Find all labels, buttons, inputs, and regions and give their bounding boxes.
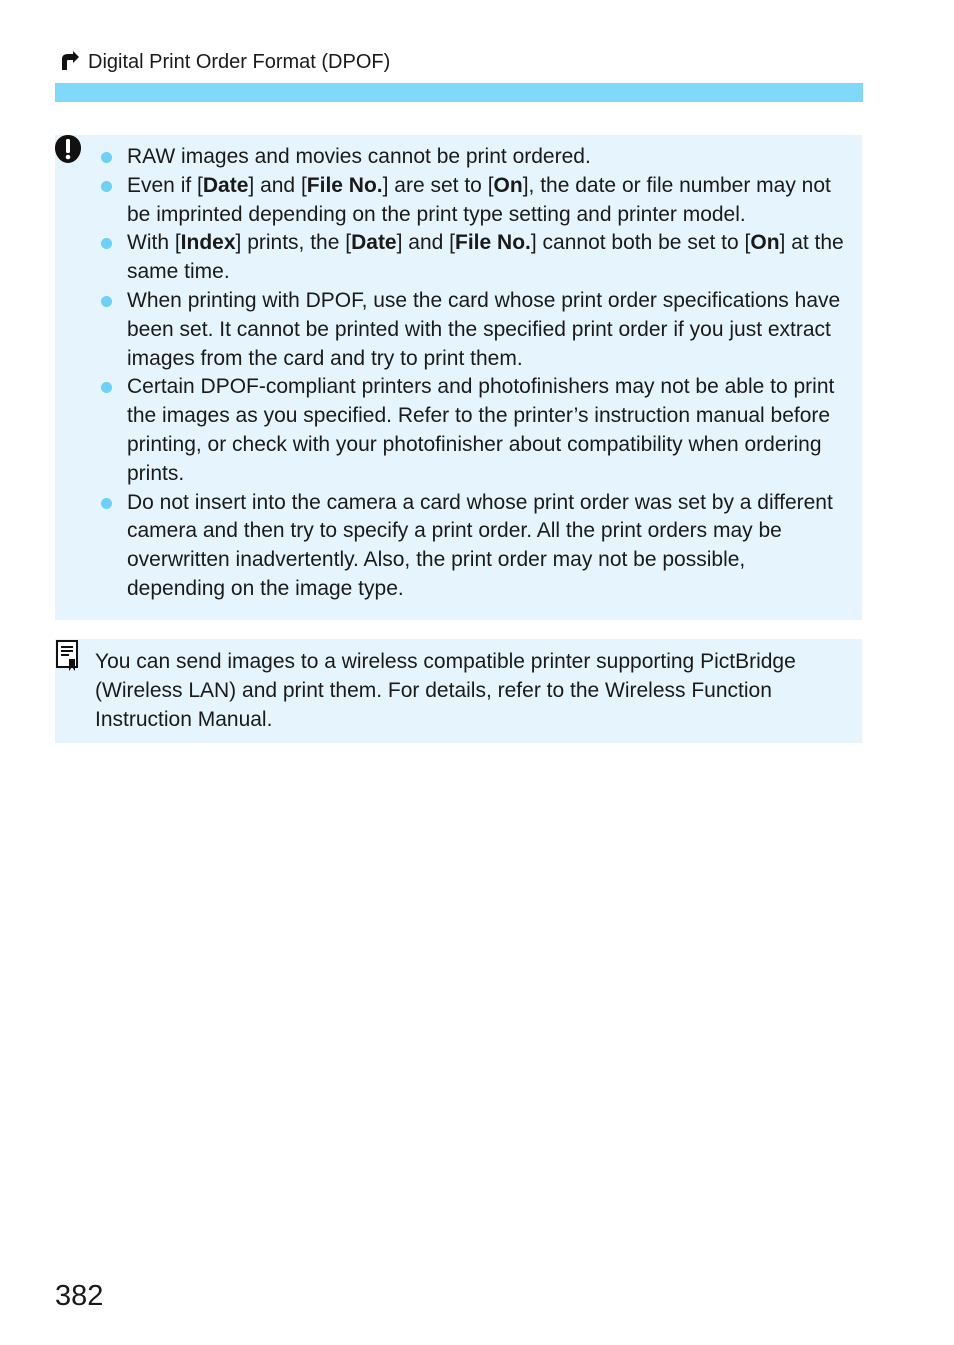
- bullet-dot: [101, 181, 112, 192]
- caution-exclamation-icon: [53, 133, 83, 165]
- setting-name: File No.: [306, 173, 383, 197]
- page-header: [57, 49, 390, 75]
- bullet-dot: [101, 382, 112, 393]
- memo-note-icon: [55, 640, 81, 672]
- note-box: [55, 639, 862, 743]
- print-arrow-icon: [57, 50, 81, 74]
- caution-text: Even if [: [127, 173, 203, 197]
- caution-item: [99, 172, 849, 230]
- caution-text: ] cannot both be set to [: [530, 231, 751, 255]
- caution-text: Certain DPOF-compliant printers and photofinishers may not be able to print the images as you specified. Refer to the printer’s instruction manual before printing, or check with your photofinisher about compatibility when ordering prints.: [127, 375, 835, 485]
- note-text: You can send images to a wireless compatible printer supporting PictBridge (Wireless LAN) and print them. For details, refer to the Wireless Function Instruction Manual.: [95, 650, 796, 731]
- caution-text: ], the date or file number may not be imprinted depending on the print type setting and printer model.: [127, 173, 831, 226]
- caution-text: With [: [127, 231, 181, 255]
- bullet-dot: [101, 498, 112, 509]
- caution-item: [99, 229, 849, 287]
- caution-item: [99, 143, 849, 172]
- section-title: Digital Print Order Format (DPOF): [88, 50, 391, 73]
- caution-list: [99, 143, 849, 604]
- setting-name: Date: [351, 231, 397, 255]
- caution-item: [99, 287, 849, 373]
- caution-text: ] are set to [: [382, 173, 494, 197]
- caution-text: RAW images and movies cannot be print ordered.: [127, 145, 591, 168]
- caution-text: When printing with DPOF, use the card whose print order specifications have been set. It cannot be printed with the specified print order if you just extract images from the card and try to print them.: [127, 288, 841, 370]
- setting-name: File No.: [455, 231, 531, 255]
- bullet-dot: [101, 238, 112, 249]
- caution-text: ] at the same time.: [127, 231, 844, 284]
- bullet-dot: [101, 152, 112, 163]
- setting-name: On: [493, 173, 523, 197]
- caution-box: [55, 135, 862, 620]
- header-color-bar: [55, 83, 863, 102]
- setting-name: Index: [180, 231, 236, 255]
- setting-name: On: [750, 231, 780, 255]
- caution-text: ] and [: [396, 231, 456, 255]
- setting-name: Date: [202, 173, 249, 197]
- caution-item: [99, 489, 849, 604]
- caution-text: Do not insert into the camera a card whose print order was set by a different camera and then try to specify a print order. All the print orders may be overwritten inadvertently. Also, the print order may not be possible, depending on the image type.: [127, 490, 833, 600]
- caution-item: [99, 373, 849, 488]
- caution-text: ] prints, the [: [235, 231, 352, 255]
- bullet-dot: [101, 296, 112, 307]
- page-number: 382: [55, 1280, 104, 1312]
- caution-text: ] and [: [248, 173, 307, 197]
